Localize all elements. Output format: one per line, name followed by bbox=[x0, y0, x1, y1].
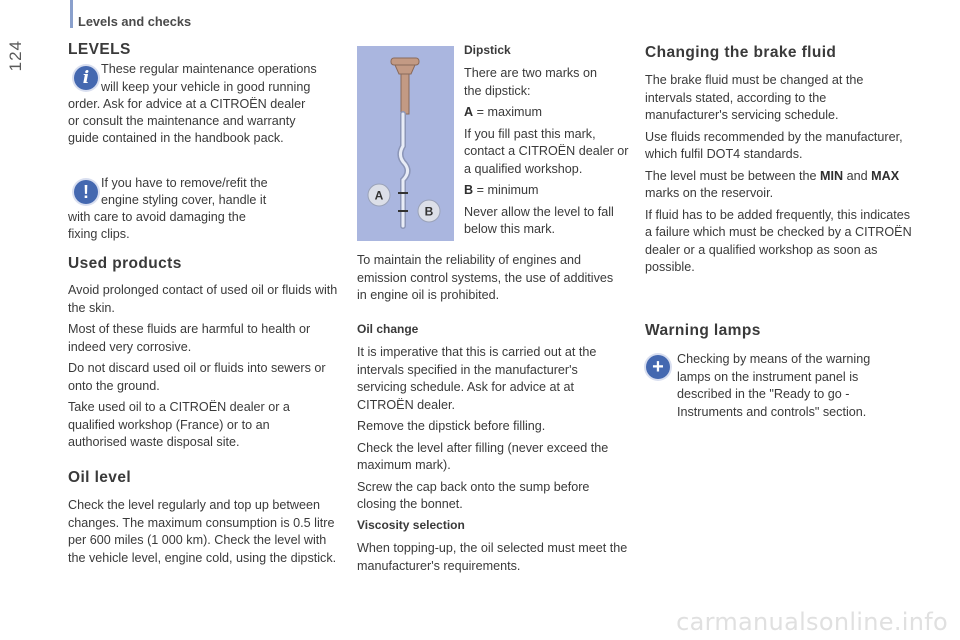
dipstick-p2: If you fill past this mark, contact a CITROËN dealer or a qualified workshop. bbox=[464, 126, 629, 176]
dipstick-p3: Never allow the level to fall below this mark. bbox=[464, 204, 614, 236]
dipstick-b-line bbox=[464, 182, 634, 200]
warning-lamps-heading: Warning lamps bbox=[645, 322, 761, 339]
brake-fluid-body bbox=[645, 72, 920, 277]
dipstick-drawing bbox=[357, 46, 454, 241]
info-line-1: These regular maintenance operations bbox=[101, 62, 317, 76]
warn-line-1: If you have to remove/refit the bbox=[101, 176, 268, 190]
label-b: B bbox=[424, 204, 434, 219]
oil-level-body bbox=[68, 497, 340, 567]
used-products-body bbox=[68, 282, 338, 452]
oil-change-p1: It is imperative that this is carried out at the intervals specified in the manufacturer's servicing schedule. Ask for advice at at CITROËN dealer. bbox=[357, 345, 597, 412]
oil-level-heading: Oil level bbox=[68, 469, 132, 486]
brake-fluid-p4: If fluid has to be added frequently, this indicates a failure which must be checked by a CITROËN dealer or a qualified workshop as soon as possible. bbox=[645, 207, 912, 274]
oil-change-heading: Oil change bbox=[357, 322, 419, 336]
oil-change-section bbox=[357, 322, 629, 514]
brake-fluid-p2: Use fluids recommended by the manufacturer, which fulfil DOT4 standards. bbox=[645, 129, 903, 161]
section-rule bbox=[70, 0, 73, 28]
dipstick-b-key: B bbox=[464, 183, 474, 197]
brake-fluid-p3 bbox=[645, 168, 920, 203]
page-number: 124 bbox=[6, 40, 25, 72]
warning-lamps-p1: Checking by means of the warning lamps on the instrument panel is described in the "Ready to go - Instruments and controls" section. bbox=[677, 352, 871, 419]
warn-line-4: fixing clips. bbox=[68, 227, 130, 241]
brake-fluid-p1: The brake fluid must be changed at the intervals stated, according to the manufacturer's servicing schedule. bbox=[645, 73, 864, 122]
viscosity-p1: When topping-up, the oil selected must meet the manufacturer's requirements. bbox=[357, 541, 628, 573]
warning-icon: ! bbox=[74, 180, 98, 204]
oil-change-p2: Remove the dipstick before filling. bbox=[357, 419, 546, 433]
used-products-p4: Take used oil to a CITROËN dealer or a qualified workshop (France) or to an authorised waste disposal site. bbox=[68, 400, 290, 449]
info-line-2: will keep your vehicle in good running bbox=[101, 80, 311, 94]
label-a: A bbox=[374, 188, 384, 203]
brake-fluid-p3-a: The level must be between the bbox=[645, 168, 821, 183]
used-products-p1: Avoid prolonged contact of used oil or fluids with the skin. bbox=[68, 283, 338, 315]
dipstick-p1: There are two marks on the dipstick: bbox=[464, 66, 597, 98]
viscosity-heading: Viscosity selection bbox=[357, 518, 465, 532]
dipstick-b-text: = minimum bbox=[473, 183, 539, 197]
used-products-p3: Do not discard used oil or fluids into sewers or onto the ground. bbox=[68, 361, 326, 393]
warning-lamps-body bbox=[677, 351, 902, 421]
brake-fluid-heading: Changing the brake fluid bbox=[645, 44, 837, 61]
info-line-4: or consult the maintenance and warranty bbox=[68, 114, 296, 128]
additives-note bbox=[357, 252, 617, 305]
brake-fluid-min: MIN bbox=[820, 168, 844, 183]
info-line-5: guide contained in the handbook pack. bbox=[68, 131, 284, 145]
oil-change-p3: Check the level after filling (never exceed the maximum mark). bbox=[357, 440, 609, 472]
info-icon: i bbox=[74, 66, 98, 90]
dipstick-heading: Dipstick bbox=[464, 43, 511, 57]
oil-change-p4: Screw the cap back onto the sump before closing the bonnet. bbox=[357, 479, 590, 511]
brake-fluid-max: MAX bbox=[871, 168, 900, 183]
info-line-3: order. Ask for advice at a CITROËN dealer bbox=[68, 97, 306, 111]
used-products-heading: Used products bbox=[68, 255, 182, 272]
warn-line-2: engine styling cover, handle it bbox=[101, 193, 267, 207]
levels-heading: LEVELS bbox=[68, 41, 131, 58]
section-title: Levels and checks bbox=[78, 14, 192, 29]
plus-icon: + bbox=[646, 355, 670, 379]
brake-fluid-p3-b: and bbox=[843, 168, 872, 183]
brake-fluid-p3-c: marks on the reservoir. bbox=[645, 186, 774, 200]
watermark: carmanualsonline.info bbox=[676, 608, 948, 636]
dipstick-a-text: = maximum bbox=[473, 105, 543, 119]
dipstick-p4: To maintain the reliability of engines and emission control systems, the use of additives in engine oil is prohibited. bbox=[357, 253, 614, 302]
warn-line-3: with care to avoid damaging the bbox=[68, 210, 246, 224]
dipstick-a-line bbox=[464, 104, 634, 122]
dipstick-section bbox=[464, 43, 634, 239]
used-products-p2: Most of these fluids are harmful to health or indeed very corrosive. bbox=[68, 322, 311, 354]
oil-level-p1: Check the level regularly and top up between changes. The maximum consumption is 0.5 litre per 600 miles (1 000 km). Check the level with the vehicle level, engine cold, using the dipstick. bbox=[68, 498, 337, 565]
dipstick-illustration bbox=[357, 46, 454, 241]
viscosity-section bbox=[357, 518, 632, 575]
dipstick-a-key: A bbox=[464, 105, 474, 119]
